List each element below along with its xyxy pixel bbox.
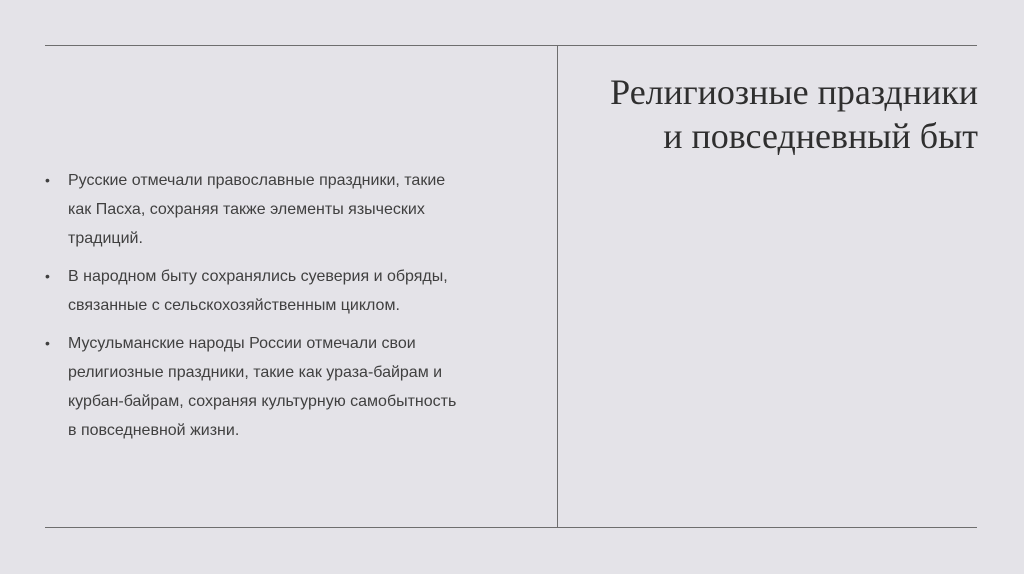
bullet-item	[45, 262, 465, 320]
slide-title: Религиозные праздники и повседневный быт	[610, 72, 978, 156]
body-content	[45, 166, 465, 454]
vertical-divider-line	[557, 45, 558, 528]
bullet-list	[45, 166, 465, 445]
bottom-divider-line	[45, 527, 977, 528]
bullet-text: Мусульманские народы России отмечали свои религиозные праздники, такие как ураза-байрам и курбан-байрам, сохраняя культурную самобытность в повседневной жизни.	[68, 335, 457, 439]
bullet-marker: •	[45, 335, 50, 351]
bullet-text: Русские отмечали православные праздники, такие как Пасха, сохраняя также элементы языческих традиций.	[68, 172, 446, 247]
bullet-marker: •	[45, 268, 50, 284]
bullet-marker: •	[45, 172, 50, 188]
bullet-item	[45, 329, 465, 445]
bullet-item	[45, 166, 465, 253]
top-divider-line	[45, 45, 977, 46]
bullet-text: В народном быту сохранялись суеверия и обряды, связанные с сельскохозяйственным циклом.	[68, 268, 448, 314]
